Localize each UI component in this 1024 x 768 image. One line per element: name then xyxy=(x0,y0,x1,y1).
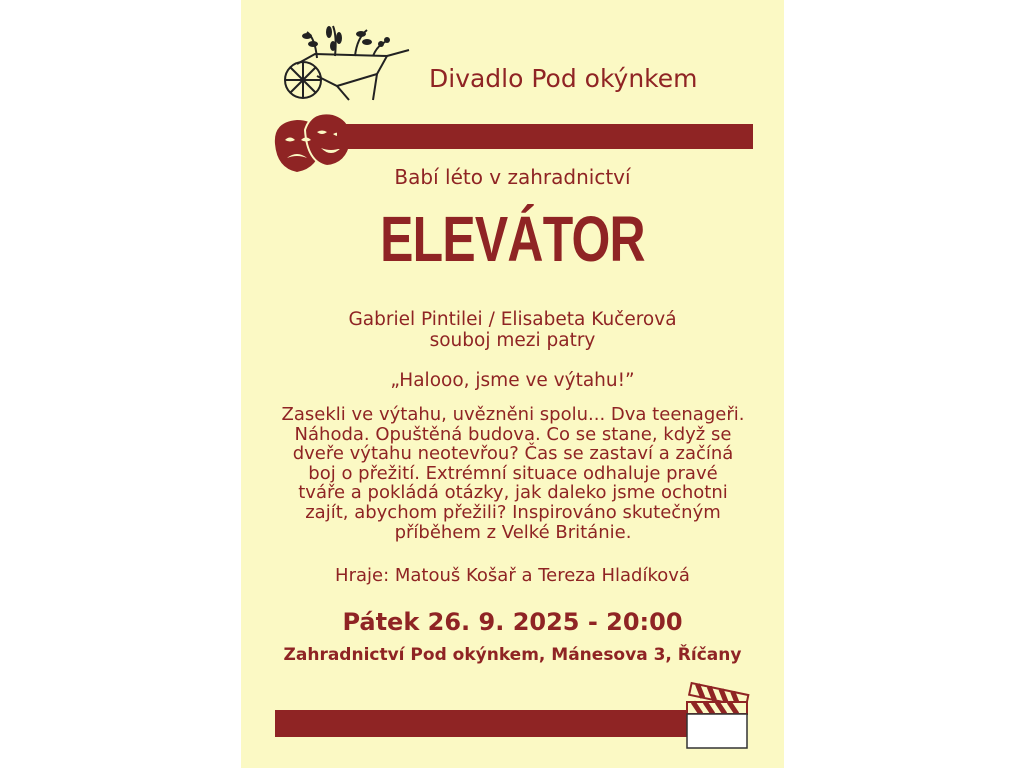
poster xyxy=(241,0,784,768)
event-title: ELEVÁTOR xyxy=(380,203,645,275)
wheelbarrow-plants-icon xyxy=(277,24,417,104)
event-credits xyxy=(241,309,784,351)
event-tagline: souboj mezi patry xyxy=(429,330,596,351)
clapperboard-icon xyxy=(683,674,755,754)
event-authors: Gabriel Pintilei / Elisabeta Kučerová xyxy=(348,309,677,330)
decorative-band-top xyxy=(337,124,753,149)
description-line: Náhoda. Opuštěná budova. Co se stane, když se xyxy=(294,423,732,445)
description-line: dveře výtahu neotevřou? Čas se zastaví a začíná xyxy=(292,443,734,465)
decorative-band-bottom xyxy=(275,710,687,737)
event-datetime: Pátek 26. 9. 2025 - 20:00 xyxy=(342,608,683,636)
event-series: Babí léto v zahradnictví xyxy=(394,165,631,189)
description-line: zajít, abychom přežili? Inspirováno skutečným xyxy=(305,501,721,523)
theatre-name: Divadlo Pod okýnkem xyxy=(429,64,698,93)
event-description xyxy=(263,405,763,542)
description-line: tváře a pokládá otázky, jak daleko jsme ochotni xyxy=(298,482,728,504)
event-quote: „Halooo, jsme ve výtahu!” xyxy=(390,370,635,391)
description-line: příběhem z Velké Británie. xyxy=(394,521,632,543)
event-venue: Zahradnictví Pod okýnkem, Mánesova 3, Říčany xyxy=(283,645,742,665)
description-line: boj o přežití. Extrémní situace odhaluje pravé xyxy=(308,462,718,484)
event-cast: Hraje: Matouš Košař a Tereza Hladíková xyxy=(335,565,690,586)
description-line: Zasekli ve výtahu, uvězněni spolu... Dva teenageři. xyxy=(281,404,745,425)
